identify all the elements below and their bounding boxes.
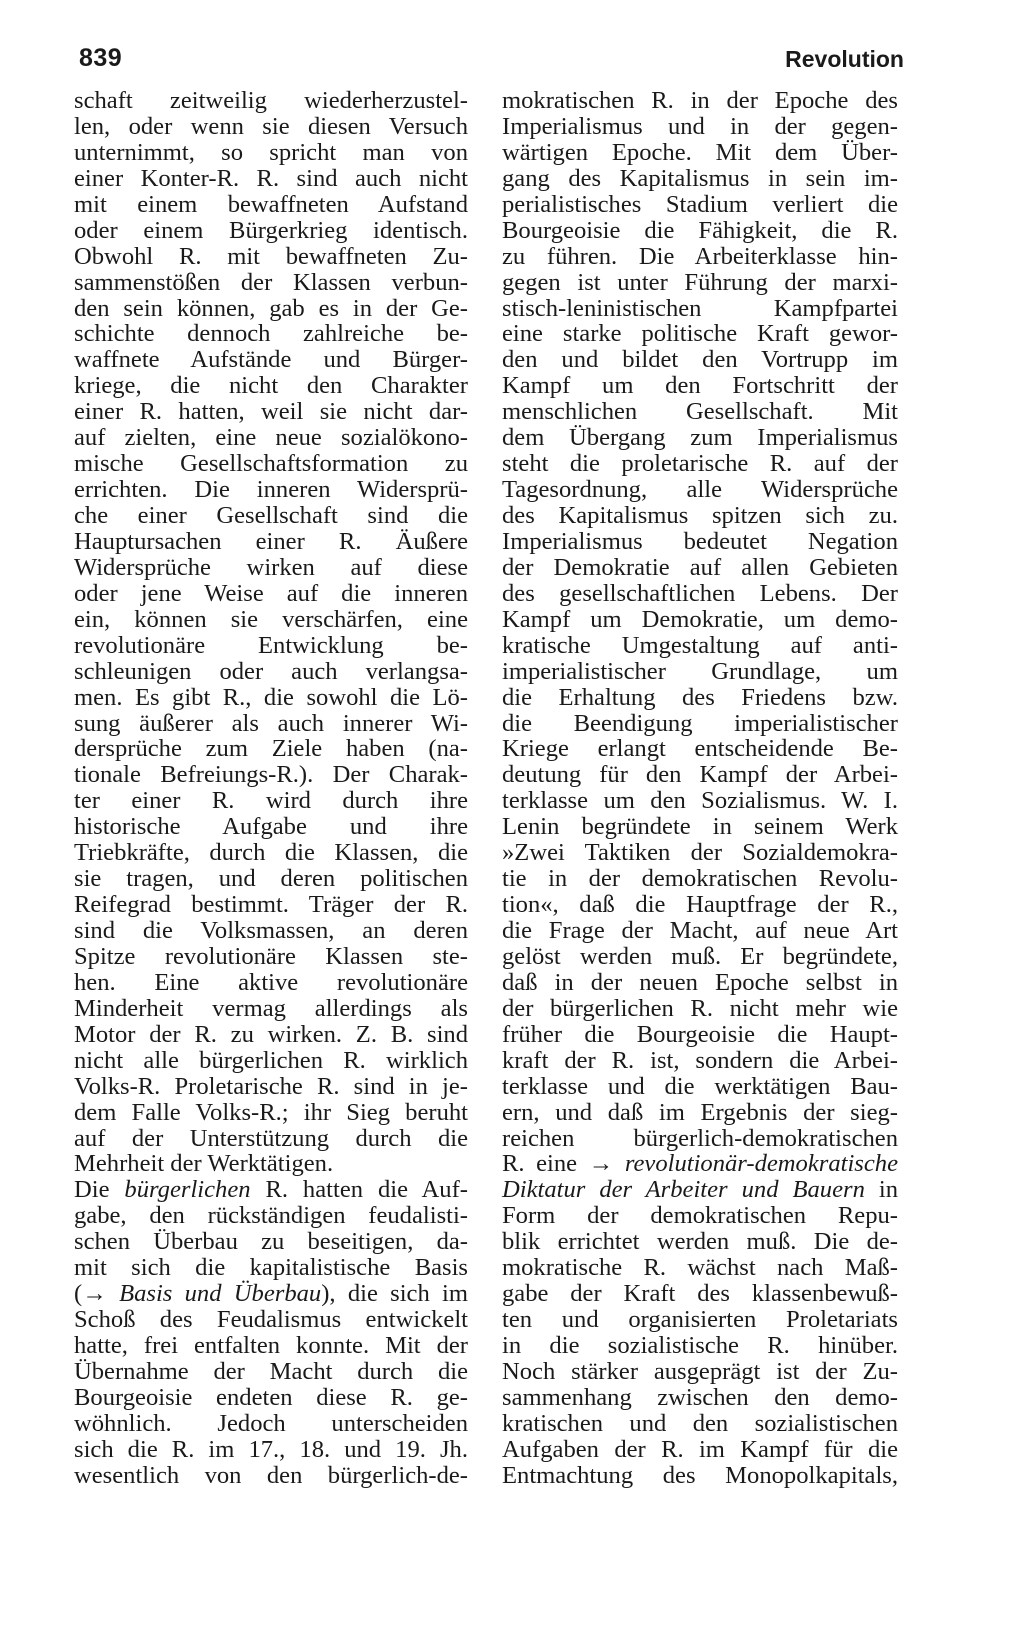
text-run: reichen bürgerlich-demokratischen <box>502 1124 898 1152</box>
italic-term: revolutionär-demokratische <box>624 1150 898 1178</box>
italic-term: Basis und Überbau <box>119 1280 322 1308</box>
text-run: früher die Bourgeoisie die Haupt- <box>502 1020 898 1048</box>
text-line <box>74 477 468 503</box>
text-line <box>74 1463 468 1489</box>
text-line <box>502 814 898 840</box>
text-line <box>502 529 898 555</box>
text-line <box>74 451 468 477</box>
text-line <box>74 1281 468 1307</box>
text-line <box>502 1048 898 1074</box>
text-run: mit einem bewaffneten Aufstand <box>74 190 468 218</box>
text-run: wöhnlich. Jedoch unterscheiden <box>74 1409 468 1437</box>
text-run: Aufgaben der R. im Kampf für die <box>502 1435 898 1463</box>
text-line <box>74 192 468 218</box>
text-run: gang des Kapitalismus in sein im- <box>502 164 898 192</box>
text-line <box>74 659 468 685</box>
text-line <box>74 373 468 399</box>
text-run: blik errichtet werden muß. Die de- <box>502 1228 898 1256</box>
text-run: Die <box>74 1176 125 1204</box>
text-run: Widersprüche wirken auf diese <box>74 553 468 581</box>
text-run: R. hatten die Auf- <box>250 1176 468 1204</box>
text-run: Mehrheit der Werktätigen. <box>74 1150 334 1178</box>
text-run: dersprüche zum Ziele haben (na- <box>74 735 468 763</box>
text-run: wärtigen Epoche. Mit dem Über- <box>502 138 898 166</box>
text-line <box>74 347 468 373</box>
text-run: auf der Unterstützung durch die <box>74 1124 468 1152</box>
text-run: der Demokratie auf allen Gebieten <box>502 553 898 581</box>
text-run: einer Konter-R. R. sind auch nicht <box>74 164 468 192</box>
text-line <box>502 736 898 762</box>
text-run: gelöst werden muß. Er begründete, <box>502 942 898 970</box>
text-line <box>502 88 898 114</box>
text-run: mokratischen R. in der Epoche des <box>502 87 898 114</box>
text-line <box>74 1333 468 1359</box>
text-line <box>74 1022 468 1048</box>
text-line <box>74 88 468 114</box>
text-line <box>502 918 898 944</box>
text-line <box>502 1411 898 1437</box>
text-line <box>74 996 468 1022</box>
text-line <box>502 347 898 373</box>
text-run: mokratische R. wächst nach Maß- <box>502 1254 898 1282</box>
text-line <box>502 1229 898 1255</box>
text-run: tionale Befreiungs-R.). Der Charak- <box>74 761 468 789</box>
text-line <box>74 1151 468 1177</box>
text-run: Imperialismus bedeutet Negation <box>502 527 898 555</box>
text-run: hen. Eine aktive revolutionäre <box>74 968 468 996</box>
text-line <box>502 399 898 425</box>
text-line <box>74 270 468 296</box>
text-run: sie tragen, und deren politischen <box>74 865 468 893</box>
text-run: errichten. Die inneren Widersprü- <box>74 476 468 504</box>
text-line <box>502 944 898 970</box>
text-run: Form der demokratischen Repu- <box>502 1202 898 1230</box>
text-run: zu führen. Die Arbeiterklasse hin- <box>502 242 898 270</box>
text-line <box>502 192 898 218</box>
text-run: in die sozialistische R. hinüber. <box>502 1332 898 1359</box>
running-head: Revolution <box>785 46 904 72</box>
text-run: ten und organisierten Proletariats <box>502 1306 898 1334</box>
text-run: des gesellschaftlichen Lebens. Der <box>502 579 898 607</box>
text-line <box>502 503 898 529</box>
text-run: ter einer R. wird durch ihre <box>74 787 468 815</box>
text-line <box>74 1359 468 1385</box>
text-run: nicht alle bürgerlichen R. wirklich <box>74 1046 468 1074</box>
text-line <box>502 555 898 581</box>
text-line <box>74 1385 468 1411</box>
text-line <box>502 296 898 322</box>
text-line <box>502 270 898 296</box>
text-line <box>502 218 898 244</box>
text-run: Kriege erlangt entscheidende Be- <box>502 735 898 763</box>
text-run: imperialistischer Grundlage, um <box>502 657 898 685</box>
text-line <box>74 918 468 944</box>
text-line <box>74 866 468 892</box>
text-line <box>502 607 898 633</box>
text-run: »Zwei Taktiken der Sozialdemokra- <box>502 839 898 867</box>
text-run: Hauptursachen einer R. Äußere <box>74 527 468 555</box>
text-run: gabe der Kraft des klassenbewuß- <box>502 1280 898 1308</box>
italic-term: bürgerlichen <box>124 1176 251 1204</box>
text-run: Noch stärker ausgeprägt ist der Zu- <box>502 1357 898 1385</box>
text-run: Tagesordnung, alle Widersprüche <box>502 476 898 504</box>
text-line <box>74 218 468 244</box>
text-line <box>74 1126 468 1152</box>
text-line <box>74 166 468 192</box>
text-run: Motor der R. zu wirken. Z. B. sind <box>74 1020 468 1048</box>
text-line <box>74 607 468 633</box>
text-run: Spitze revolutionäre Klassen ste- <box>74 942 468 970</box>
text-run: len, oder wenn sie diesen Versuch <box>74 112 468 140</box>
text-line <box>74 814 468 840</box>
text-run: des Kapitalismus spitzen sich zu. <box>502 502 898 529</box>
text-line <box>74 944 468 970</box>
text-line <box>74 685 468 711</box>
text-run: ein, können sie verschärfen, eine <box>74 605 468 633</box>
text-run: revolutionäre Entwicklung be- <box>74 631 468 659</box>
text-run: Minderheit vermag allerdings als <box>74 994 468 1022</box>
text-line <box>74 555 468 581</box>
text-run: deutung für den Kampf der Arbei- <box>502 761 898 789</box>
text-run: oder jene Weise auf die inneren <box>74 579 468 607</box>
text-run: Reifegrad bestimmt. Träger der R. <box>74 891 468 919</box>
text-line <box>74 711 468 737</box>
text-run: kriege, die nicht den Charakter <box>74 372 468 400</box>
text-line <box>502 788 898 814</box>
text-run: sich die R. im 17., 18. und 19. Jh. <box>74 1435 468 1463</box>
text-line <box>74 1307 468 1333</box>
text-run: kraft der R. ist, sondern die Arbei- <box>502 1046 898 1074</box>
text-run: steht die proletarische R. auf der <box>502 450 898 478</box>
text-run: kratische Umgestaltung auf anti- <box>502 631 898 659</box>
text-line <box>74 529 468 555</box>
text-line <box>74 321 468 347</box>
text-run: den und bildet den Vortrupp im <box>502 346 898 374</box>
text-line <box>74 244 468 270</box>
text-line <box>74 1074 468 1100</box>
text-line <box>502 1437 898 1463</box>
text-run: menschlichen Gesellschaft. Mit <box>502 398 898 426</box>
text-line <box>502 1255 898 1281</box>
text-run: dem Falle Volks-R.; ihr Sieg beruht <box>74 1098 468 1126</box>
text-line <box>502 321 898 347</box>
text-run: der bürgerlichen R. nicht mehr wie <box>502 994 898 1022</box>
text-column-left <box>74 88 468 1489</box>
text-run: gabe, den rückständigen feudalisti- <box>74 1202 468 1230</box>
text-run: stisch-leninistischen Kampfpartei <box>502 294 898 322</box>
text-run: in <box>864 1176 898 1204</box>
text-run: terklasse und die werktätigen Bau- <box>502 1072 898 1100</box>
text-run: tion«, daß die Hauptfrage der R., <box>502 891 898 919</box>
text-run: Obwohl R. mit bewaffneten Zu- <box>74 242 468 270</box>
text-line <box>74 1437 468 1463</box>
text-run: schleunigen oder auch verlangsa- <box>74 657 468 685</box>
text-column-right <box>502 88 898 1489</box>
italic-term: Diktatur der Arbeiter und Bauern <box>502 1176 865 1204</box>
text-run: ern, und daß im Ergebnis der sieg- <box>502 1098 898 1126</box>
text-run: sung äußerer als auch innerer Wi- <box>74 709 468 737</box>
text-run: historische Aufgabe und ihre <box>74 813 468 841</box>
text-run: die Beendigung imperialistischer <box>502 709 898 737</box>
text-run: Volks-R. Proletarische R. sind in je- <box>74 1072 468 1100</box>
text-run: die Erhaltung des Friedens bzw. <box>502 683 898 711</box>
text-line <box>74 1100 468 1126</box>
text-line <box>502 244 898 270</box>
text-line <box>502 166 898 192</box>
page-number: 839 <box>79 44 123 72</box>
text-run: den sein können, gab es in der Ge- <box>74 294 468 322</box>
text-run: gegen ist unter Führung der marxi- <box>502 268 898 296</box>
text-line <box>502 685 898 711</box>
text-line <box>74 581 468 607</box>
text-line <box>502 1022 898 1048</box>
text-run: schichte dennoch zahlreiche be- <box>74 320 468 348</box>
text-run: Übernahme der Macht durch die <box>74 1357 468 1385</box>
text-line <box>74 114 468 140</box>
text-run: hatte, frei entfalten konnte. Mit der <box>74 1332 468 1359</box>
text-run: wesentlich von den bürgerlich-de- <box>74 1461 468 1489</box>
text-line <box>502 1100 898 1126</box>
text-run: dem Übergang zum Imperialismus <box>502 424 898 452</box>
text-line <box>502 762 898 788</box>
text-run: schaft zeitweilig wiederherzustel- <box>74 87 468 114</box>
text-line <box>502 140 898 166</box>
text-run: tie in der demokratischen Revolu- <box>502 865 898 893</box>
text-line <box>502 1177 898 1203</box>
text-line <box>502 633 898 659</box>
text-run: Kampf um Demokratie, um demo- <box>502 605 898 633</box>
text-run: men. Es gibt R., die sowohl die Lö- <box>74 683 468 711</box>
text-line <box>502 866 898 892</box>
text-line <box>74 633 468 659</box>
text-line <box>502 1385 898 1411</box>
text-line <box>74 296 468 322</box>
text-line <box>74 762 468 788</box>
text-line <box>502 581 898 607</box>
text-line <box>502 451 898 477</box>
text-line <box>74 1229 468 1255</box>
text-line <box>502 840 898 866</box>
text-run: oder einem Bürgerkrieg identisch. <box>74 216 468 244</box>
text-line <box>74 425 468 451</box>
text-run: kratischen und den sozialistischen <box>502 1409 898 1437</box>
text-line <box>502 1151 898 1177</box>
text-line <box>502 1281 898 1307</box>
text-line <box>502 114 898 140</box>
text-line <box>74 140 468 166</box>
text-line <box>502 970 898 996</box>
text-run: unternimmt, so spricht man von <box>74 138 468 166</box>
text-run: Bourgeoisie endeten diese R. ge- <box>74 1383 468 1411</box>
text-line <box>74 970 468 996</box>
text-run: sind die Volksmassen, an deren <box>74 917 468 944</box>
text-run: auf zielten, eine neue sozialökono- <box>74 424 468 452</box>
text-run: Entmachtung des Monopolkapitals, <box>502 1461 898 1489</box>
text-line <box>502 477 898 503</box>
text-run: einer R. hatten, weil sie nicht dar- <box>74 398 468 426</box>
text-run: waffnete Aufstände und Bürger- <box>74 346 468 374</box>
text-line <box>502 1333 898 1359</box>
text-line <box>502 425 898 451</box>
text-run: R. eine → <box>502 1150 625 1178</box>
text-run: sammenstößen der Klassen verbun- <box>74 268 468 296</box>
text-run: schen Überbau zu beseitigen, da- <box>74 1228 468 1256</box>
text-line <box>502 1126 898 1152</box>
text-run: Lenin begründete in seinem Werk <box>502 813 898 841</box>
text-line <box>74 840 468 866</box>
text-line <box>502 892 898 918</box>
text-run: ), die sich im <box>321 1280 469 1308</box>
text-run: Schoß des Feudalismus entwickelt <box>74 1306 468 1334</box>
text-line <box>74 736 468 762</box>
text-line <box>74 1177 468 1203</box>
text-line <box>502 1074 898 1100</box>
text-line <box>502 996 898 1022</box>
text-run: (→ <box>74 1280 120 1308</box>
text-run: mische Gesellschaftsformation zu <box>74 450 468 478</box>
text-line <box>502 1463 898 1489</box>
text-line <box>74 892 468 918</box>
text-line <box>74 399 468 425</box>
text-run: daß in der neuen Epoche selbst in <box>502 968 898 996</box>
text-line <box>502 1359 898 1385</box>
text-run: Imperialismus und in der gegen- <box>502 112 898 140</box>
text-run: mit sich die kapitalistische Basis <box>74 1254 468 1282</box>
text-run: sammenhang zwischen den demo- <box>502 1383 898 1411</box>
text-run: die Frage der Macht, auf neue Art <box>502 917 898 944</box>
text-run: terklasse um den Sozialismus. W. I. <box>502 787 898 815</box>
text-run: perialistisches Stadium verliert die <box>502 190 898 218</box>
text-line <box>74 1255 468 1281</box>
text-run: Bourgeoisie die Fähigkeit, die R. <box>502 216 898 244</box>
text-line <box>74 1048 468 1074</box>
text-line <box>74 1203 468 1229</box>
text-line <box>502 659 898 685</box>
text-line <box>502 711 898 737</box>
text-run: Triebkräfte, durch die Klassen, die <box>74 839 468 867</box>
text-line <box>502 373 898 399</box>
text-line <box>502 1307 898 1333</box>
text-line <box>74 788 468 814</box>
text-line <box>74 503 468 529</box>
text-line <box>74 1411 468 1437</box>
text-run: che einer Gesellschaft sind die <box>74 502 468 529</box>
text-run: eine starke politische Kraft gewor- <box>502 320 898 348</box>
text-run: Kampf um den Fortschritt der <box>502 372 898 400</box>
text-line <box>502 1203 898 1229</box>
